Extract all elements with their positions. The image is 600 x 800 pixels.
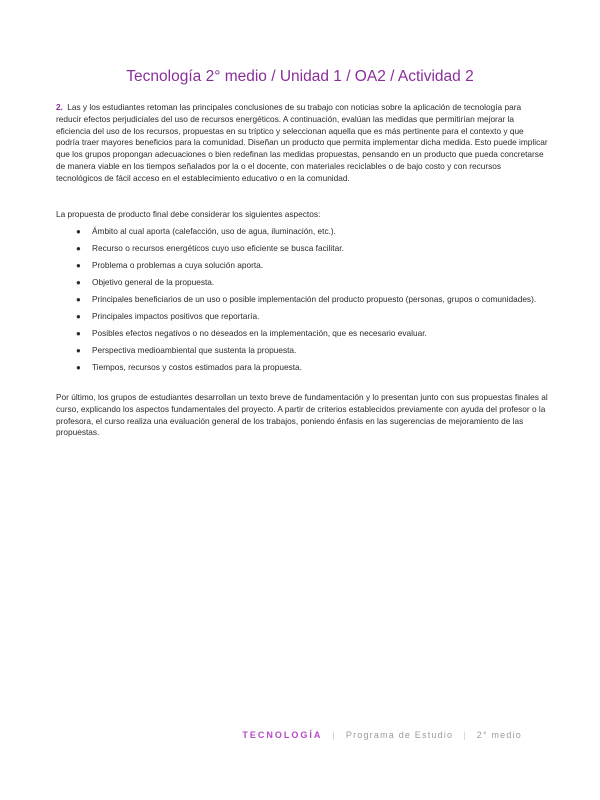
list-item-text: Principales impactos positivos que reportaría. [92, 311, 260, 322]
list-item [56, 328, 548, 340]
list-item-text: Tiempos, recursos y costos estimados para la propuesta. [92, 362, 302, 373]
list-item [56, 260, 548, 272]
list-item [56, 311, 548, 323]
list-item-text: Posibles efectos negativos o no deseados en la implementación, que es necesario evaluar. [92, 328, 427, 339]
bullet-icon: ● [76, 329, 81, 339]
list-item [56, 226, 548, 238]
bullet-icon: ● [76, 261, 81, 271]
footer-program: Programa de Estudio [345, 730, 454, 740]
bullet-icon: ● [76, 312, 81, 322]
aspects-list [56, 226, 548, 374]
footer-brand: TECNOLOGÍA [242, 730, 323, 740]
page-footer [242, 730, 522, 740]
footer-separator: | [332, 730, 336, 740]
list-item [56, 243, 548, 255]
list-item-text: Recurso o recursos energéticos cuyo uso eficiente se busca facilitar. [92, 243, 344, 254]
document-body [56, 102, 548, 451]
aspects-intro: La propuesta de producto final debe considerar los siguientes aspectos: [56, 208, 321, 219]
footer-separator: | [463, 730, 467, 740]
bullet-icon: ● [76, 346, 81, 356]
bullet-icon: ● [76, 244, 81, 254]
footer-grade: 2° medio [476, 730, 522, 740]
list-item-text: Perspectiva medioambiental que sustenta la propuesta. [92, 345, 297, 356]
list-item-text: Ámbito al cual aporta (calefacción, uso de agua, iluminación, etc.). [92, 226, 336, 237]
paragraph-text: Las y los estudiantes retoman las principales conclusiones de su trabajo con noticias sobre la aplicación de tecnología para reducir efectos perjudiciales del uso de recursos energéticos. A continuación, evalúan las medidas que permitirían mejorar la eficiencia del uso de los recursos, propuestas en su tríptico y seleccionan aquella que es más pertinente para el contexto y que podría traer mayores beneficios para la comunidad. Diseñan un producto que permita implementar dicha medida. Esto puede implicar que los grupos propongan adecuaciones o bien redefinan las medidas propuestas, pensando en un producto que pueda concretarse de manera viable en los tiempos señalados por la o el docente, con materiales reciclables o de bajo costo y con recursos tecnológicos de fácil acceso en el establecimiento educativo o en la comunidad. [56, 102, 548, 183]
list-item [56, 277, 548, 289]
activity-paragraph [56, 102, 548, 185]
bullet-icon: ● [76, 278, 81, 288]
bullet-icon: ● [76, 227, 81, 237]
bullet-icon: ● [76, 295, 81, 305]
bullet-icon: ● [76, 363, 81, 373]
list-item [56, 294, 548, 306]
paragraph-number: 2. [56, 102, 63, 112]
list-item-text: Objetivo general de la propuesta. [92, 277, 215, 288]
page-title: Tecnología 2° medio / Unidad 1 / OA2 / Actividad 2 [126, 68, 474, 85]
list-item [56, 345, 548, 357]
closing-paragraph: Por último, los grupos de estudiantes desarrollan un texto breve de fundamentación y lo presentan junto con sus propuestas finales al curso, explicando los aspectos fundamentales del proyecto. A partir de criterios establecidos previamente con ayuda del profesor o la profesora, el curso realiza una evaluación general de los trabajos, poniendo énfasis en las sugerencias de mejoramiento de las propuestas. [56, 392, 548, 438]
list-item [56, 362, 548, 374]
list-item-text: Problema o problemas a cuya solución aporta. [92, 260, 264, 271]
list-item-text: Principales beneficiarios de un uso o posible implementación del producto propuesto (personas, grupos o comunidades). [92, 294, 537, 305]
